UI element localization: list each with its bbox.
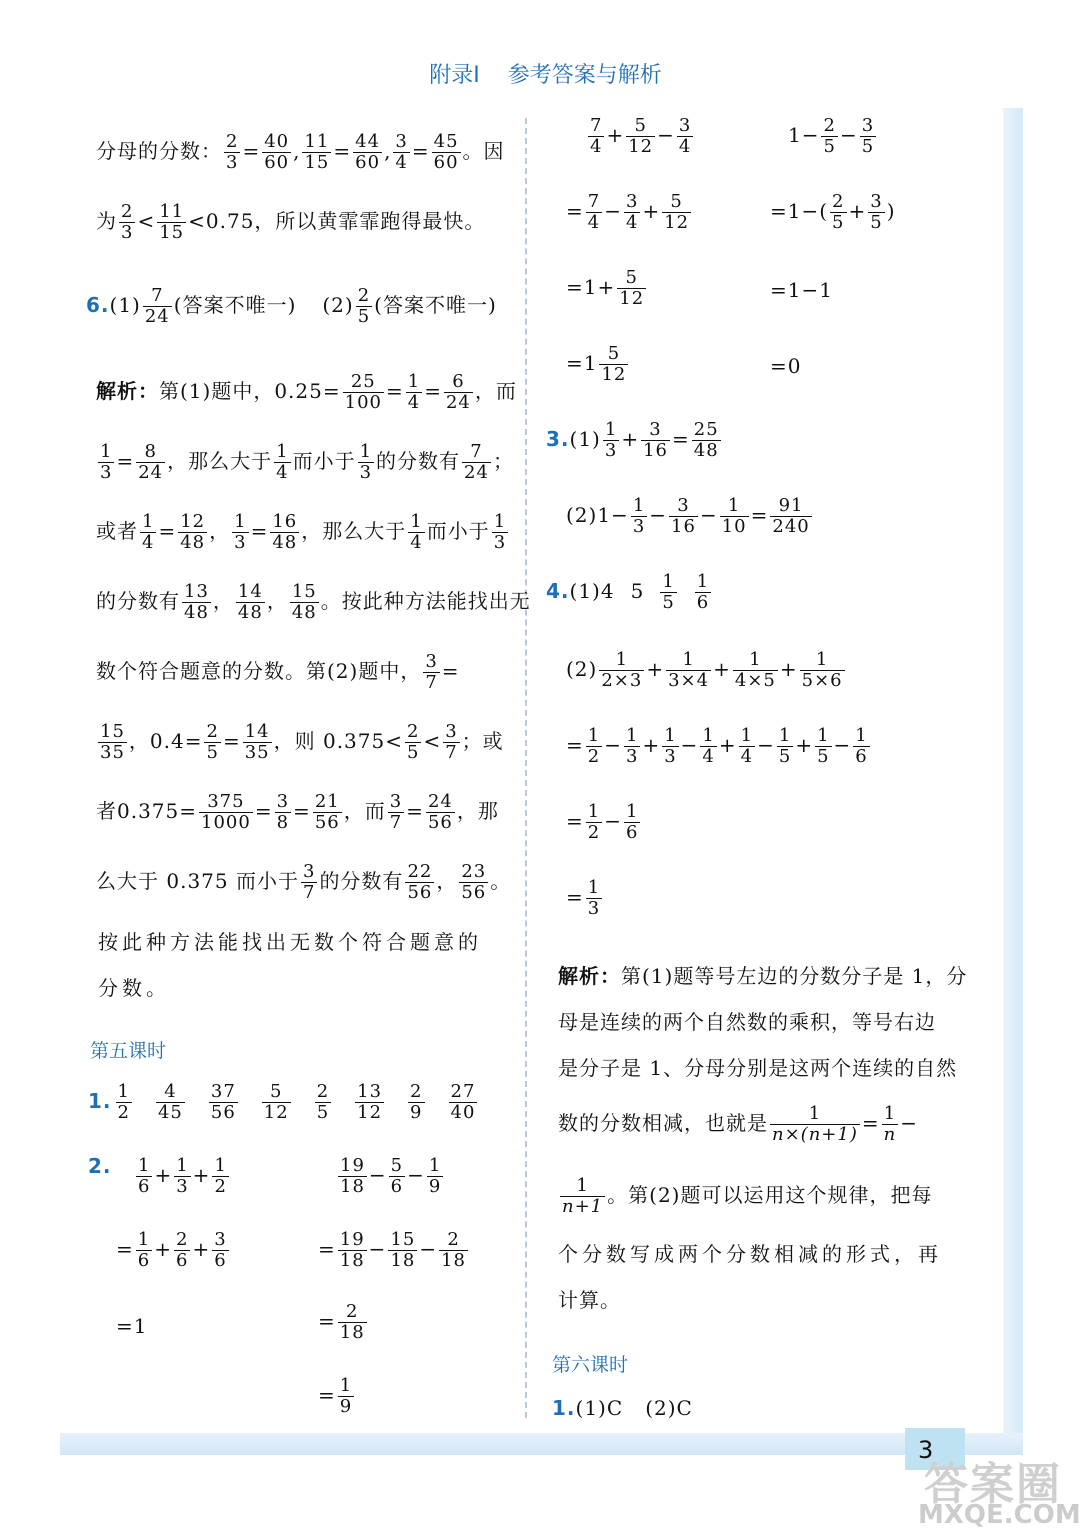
analysis-right-line-1: 解析：第(1)题等号左边的分数分子是 1，分 bbox=[558, 964, 968, 988]
fraction: $\frac{3}{4}$ bbox=[625, 191, 639, 233]
fraction: $\frac{1}{4}$ bbox=[702, 725, 715, 767]
q2-col2-row2: = $\frac{19}{18}$ − $\frac{15}{18}$ − $\frac{2}{18}$ bbox=[318, 1229, 467, 1271]
q2-col1-row1: $\frac{1}{6}$ + $\frac{1}{3}$ + $\frac{1}{2}$ bbox=[138, 1155, 227, 1197]
fraction: $\frac{1}{4}$ bbox=[142, 511, 155, 553]
fraction: $\frac{3}{7}$ bbox=[445, 721, 458, 763]
operator: + bbox=[718, 732, 737, 757]
fraction: $\frac{7}{24}$ bbox=[144, 285, 170, 327]
fraction: $\frac{1}{n\times(n+1)}$ bbox=[772, 1103, 858, 1145]
fraction: $\frac{1}{4\times 5}$ bbox=[734, 649, 776, 691]
analysis-right-line-7: 计算。 bbox=[558, 1288, 621, 1312]
fraction: $\frac{3}{4}$ bbox=[678, 115, 692, 157]
fraction: $\frac{15}{35}$ bbox=[100, 721, 125, 763]
question-number: 4. bbox=[546, 578, 570, 603]
fraction: $\frac{2}{5}$ bbox=[823, 115, 836, 157]
operator: − bbox=[757, 732, 775, 757]
fraction: $\frac{5}{12}$ bbox=[601, 343, 627, 385]
fraction: $\frac{15}{48}$ bbox=[291, 581, 317, 623]
fraction: $\frac{1}{6}$ bbox=[137, 1229, 151, 1271]
fraction: $\frac{1}{3}$ bbox=[493, 511, 507, 553]
fraction: $\frac{1}{3}$ bbox=[176, 1155, 189, 1197]
fraction: $\frac{8}{24}$ bbox=[138, 441, 164, 483]
fraction: $\frac{3}{4}$ bbox=[395, 131, 408, 173]
right-c1-row1: $\frac{7}{4}$ + $\frac{5}{12}$ − $\frac{3}{4}$ bbox=[590, 115, 692, 157]
analysis-right-line-5: $\frac{1}{n+1}$ 。第(2)题可以运用这个规律，把每 bbox=[562, 1175, 933, 1217]
right-c1-row4: =1 $\frac{5}{12}$ bbox=[566, 343, 627, 385]
q1-fraction: $\frac{5}{12}$ bbox=[263, 1081, 289, 1123]
analysis-line-10: 分数。 bbox=[98, 976, 170, 1000]
fraction: $\frac{1}{6}$ bbox=[625, 801, 639, 843]
analysis-line-4: 的分数有 $\frac{13}{48}$ ， $\frac{14}{48}$ ， $\frac{15}{48}$ 。按此种方法能找出无 bbox=[96, 581, 531, 623]
analysis-line-8: 么大于 0.375 而小于 $\frac{3}{7}$ 的分数有 $\frac{22}{56}$ ， $\frac{23}{56}$ 。 bbox=[96, 861, 512, 903]
right-c2-row3: =1−1 bbox=[770, 278, 833, 302]
fraction: $\frac{12}{48}$ bbox=[180, 511, 206, 553]
fraction: $\frac{2}{3}$ bbox=[121, 201, 134, 243]
fraction: $\frac{1}{6}$ bbox=[855, 725, 868, 767]
fraction: $\frac{1}{5}$ bbox=[817, 725, 830, 767]
operator: − bbox=[680, 732, 699, 757]
analysis-line-9: 按此种方法能找出无数个符合题意的 bbox=[98, 930, 482, 954]
fraction: $\frac{3}{16}$ bbox=[643, 419, 668, 461]
question-4-part-1: 4.(1)4 5 $\frac{1}{5}$ $\frac{1}{6}$ bbox=[546, 571, 710, 613]
fraction: $\frac{1}{6}$ bbox=[138, 1155, 151, 1197]
fraction: $\frac{19}{18}$ bbox=[339, 1229, 365, 1271]
fraction: $\frac{13}{48}$ bbox=[184, 581, 209, 623]
fraction: $\frac{3}{7}$ bbox=[389, 791, 403, 833]
q1-fraction: $\frac{4}{45}$ bbox=[157, 1081, 183, 1123]
fraction: $\frac{14}{48}$ bbox=[237, 581, 263, 623]
fraction: $\frac{25}{100}$ bbox=[344, 371, 382, 413]
fraction: $\frac{1}{n+1}$ bbox=[562, 1175, 604, 1217]
fraction: $\frac{1}{3\times 4}$ bbox=[668, 649, 710, 691]
fraction: $\frac{23}{56}$ bbox=[461, 861, 487, 903]
fraction: $\frac{2}{18}$ bbox=[339, 1301, 365, 1343]
fraction: $\frac{6}{24}$ bbox=[445, 371, 471, 413]
q2-col1-row2: = $\frac{1}{6}$ + $\frac{2}{6}$ + $\frac{3}{6}$ bbox=[116, 1229, 227, 1271]
section-lesson-6: 第六课时 bbox=[552, 1354, 629, 1376]
question-4-step-3: = $\frac{1}{3}$ bbox=[566, 877, 601, 919]
right-c1-row2: = $\frac{7}{4}$ − $\frac{3}{4}$ + $\frac{5}{12}$ bbox=[566, 191, 690, 233]
fraction: $\frac{7}{24}$ bbox=[464, 441, 489, 483]
fraction: $\frac{5}{12}$ bbox=[619, 267, 645, 309]
fraction: $\frac{19}{18}$ bbox=[340, 1155, 365, 1197]
fraction: $\frac{1}{3}$ bbox=[664, 725, 677, 767]
fraction: $\frac{1}{3}$ bbox=[625, 725, 639, 767]
column-divider bbox=[525, 118, 527, 1418]
fraction: $\frac{1}{9}$ bbox=[339, 1375, 353, 1417]
fraction: $\frac{2}{5}$ bbox=[357, 285, 371, 327]
fraction: $\frac{1}{2}$ bbox=[587, 725, 601, 767]
fraction: $\frac{7}{4}$ bbox=[590, 115, 603, 157]
page-edge-band-bottom bbox=[60, 1433, 1023, 1455]
analysis-line-6: $\frac{15}{35}$ ，0.4= $\frac{2}{5}$ = $\frac{14}{35}$ ，则 0.375< $\frac{2}{5}$ < $\frac{3}{7}$ ；或 bbox=[100, 721, 504, 763]
fraction: $\frac{91}{240}$ bbox=[772, 495, 810, 537]
fraction: $\frac{2}{5}$ bbox=[206, 721, 219, 763]
fraction: $\frac{3}{8}$ bbox=[276, 791, 290, 833]
fraction: $\frac{1}{4}$ bbox=[740, 725, 754, 767]
fraction: $\frac{1}{3}$ bbox=[100, 441, 113, 483]
q1-fraction: $\frac{1}{2}$ bbox=[117, 1081, 130, 1123]
question-number: 6. bbox=[86, 292, 110, 317]
fraction: $\frac{1}{4}$ bbox=[407, 371, 421, 413]
fraction: $\frac{2}{6}$ bbox=[175, 1229, 189, 1271]
fraction: $\frac{16}{48}$ bbox=[272, 511, 298, 553]
q2-col2-row1: $\frac{19}{18}$ − $\frac{5}{6}$ − $\frac{1}{9}$ bbox=[340, 1155, 442, 1197]
analysis-label: 解析： bbox=[558, 964, 621, 988]
fraction: $\frac{7}{4}$ bbox=[587, 191, 601, 233]
fraction: $\frac{1}{3}$ bbox=[587, 877, 601, 919]
fraction: $\frac{1}{3}$ bbox=[632, 495, 646, 537]
fraction: $\frac{1}{2\times 3}$ bbox=[601, 649, 643, 691]
question-4-step-1: = $\frac{1}{2}$ − $\frac{1}{3}$ + $\frac{1}{3}$ − $\frac{1}{4}$ + $\frac{1}{4}$ − $\frac{1}{5}$ + $\frac{1}{5}$ − $\frac{1}{6}$ bbox=[566, 726, 872, 767]
fraction: $\frac{5}{6}$ bbox=[390, 1155, 404, 1197]
question-4-step-2: = $\frac{1}{2}$ − $\frac{1}{6}$ bbox=[566, 801, 639, 843]
fraction: $\frac{40}{60}$ bbox=[264, 131, 290, 173]
q1-fraction: $\frac{13}{12}$ bbox=[357, 1081, 383, 1123]
fraction: $\frac{1}{4}$ bbox=[276, 441, 289, 483]
q1-fraction: $\frac{27}{40}$ bbox=[450, 1081, 476, 1123]
operator: + bbox=[795, 732, 814, 757]
fraction: $\frac{3}{5}$ bbox=[861, 115, 875, 157]
page-edge-band-right bbox=[1003, 108, 1023, 1448]
fraction: $\frac{1}{3}$ bbox=[234, 511, 247, 553]
q4-telescoping-terms bbox=[584, 725, 872, 767]
fraction: $\frac{11}{15}$ bbox=[159, 201, 185, 243]
analysis-right-line-2: 母是连续的两个自然数的乘积，等号右边 bbox=[558, 1010, 936, 1034]
question-6: 6.(1) $\frac{7}{24}$ (答案不唯一) (2) $\frac{2}{5}$ (答案不唯一) bbox=[86, 285, 497, 327]
fraction: $\frac{3}{6}$ bbox=[214, 1229, 227, 1271]
q1-fraction: $\frac{37}{56}$ bbox=[210, 1081, 236, 1123]
fraction: $\frac{1}{n}$ bbox=[883, 1103, 897, 1145]
fraction: $\frac{1}{10}$ bbox=[721, 495, 747, 537]
right-c1-row3: =1+ $\frac{5}{12}$ bbox=[566, 267, 645, 309]
fraction: $\frac{15}{18}$ bbox=[390, 1229, 416, 1271]
fraction: $\frac{2}{3}$ bbox=[226, 131, 239, 173]
analysis-right-line-6: 个分数写成两个分数相减的形式，再 bbox=[558, 1242, 942, 1266]
q1-answer-fractions bbox=[112, 1081, 490, 1123]
question-number: 1. bbox=[88, 1088, 112, 1113]
right-c2-row4: =0 bbox=[770, 354, 802, 378]
page-number: 3 bbox=[918, 1436, 934, 1464]
fraction: $\frac{1}{3}$ bbox=[359, 441, 373, 483]
fraction: $\frac{22}{56}$ bbox=[407, 861, 433, 903]
header-title: 参考答案与解析 bbox=[507, 63, 662, 88]
fraction: $\frac{45}{60}$ bbox=[433, 131, 459, 173]
fraction: $\frac{3}{5}$ bbox=[870, 191, 883, 233]
fraction: $\frac{24}{56}$ bbox=[427, 791, 453, 833]
fraction: $\frac{375}{1000}$ bbox=[201, 791, 251, 833]
page-header bbox=[0, 58, 1091, 89]
fraction: $\frac{2}{18}$ bbox=[441, 1229, 467, 1271]
fraction: $\frac{1}{5\times 6}$ bbox=[801, 649, 843, 691]
fraction: $\frac{1}{2}$ bbox=[214, 1155, 227, 1197]
fraction: $\frac{1}{6}$ bbox=[696, 571, 710, 613]
fraction: $\frac{11}{15}$ bbox=[304, 131, 330, 173]
section-lesson-5: 第五课时 bbox=[90, 1040, 167, 1062]
analysis-right-line-3: 是分子是 1、分母分别是这两个连续的自然 bbox=[558, 1056, 958, 1080]
watermark-logo bbox=[918, 1448, 1088, 1534]
fraction: $\frac{3}{16}$ bbox=[671, 495, 696, 537]
fraction: $\frac{5}{12}$ bbox=[664, 191, 690, 233]
operator: + bbox=[642, 732, 661, 757]
fraction: $\frac{1}{5}$ bbox=[778, 725, 792, 767]
q1-fraction: $\frac{2}{5}$ bbox=[316, 1081, 330, 1123]
fraction: $\frac{2}{5}$ bbox=[832, 191, 845, 233]
fraction: $\frac{3}{7}$ bbox=[302, 861, 316, 903]
analysis-line-2: $\frac{1}{3}$ = $\frac{8}{24}$ ，那么大于 $\frac{1}{4}$ 而小于 $\frac{1}{3}$ 的分数有 $\frac{7}{24}$ ； bbox=[100, 441, 514, 483]
fraction: $\frac{1}{2}$ bbox=[587, 801, 601, 843]
q2-col2-row3: = $\frac{2}{18}$ bbox=[318, 1301, 365, 1343]
question-4-part-2: (2) $\frac{1}{2\times 3}$ + $\frac{1}{3\times 4}$ + $\frac{1}{4\times 5}$ + $\frac{1}{5\times 6}$ bbox=[566, 649, 843, 691]
analysis-label: 解析： bbox=[96, 378, 159, 403]
left-line-2: 为 $\frac{2}{3}$ < $\frac{11}{15}$ <0.75，所以黄霏霏跑得最快。 bbox=[96, 201, 486, 243]
fraction: $\frac{2}{5}$ bbox=[406, 721, 420, 763]
analysis-line-7: 者0.375= $\frac{375}{1000}$ = $\frac{3}{8}$ = $\frac{21}{56}$ ，而 $\frac{3}{7}$ = $\frac{24}{56}$ ，那 bbox=[96, 791, 499, 833]
analysis-line-3: 或者 $\frac{1}{4}$ = $\frac{12}{48}$ ， $\frac{1}{3}$ = $\frac{16}{48}$ ，那么大于 $\frac{1}{4}$ 而小于 $\frac{1}{3}$ bbox=[96, 511, 507, 553]
analysis-line-5: 数个符合题意的分数。第(2)题中， $\frac{3}{7}$ = bbox=[96, 651, 460, 693]
lesson6-question-1: 1.(1)C (2)C bbox=[552, 1396, 693, 1420]
analysis-line-1: 解析：第(1)题中，0.25= $\frac{25}{100}$ = $\frac{1}{4}$ = $\frac{6}{24}$ ，而 bbox=[96, 371, 517, 413]
fraction: $\frac{1}{9}$ bbox=[428, 1155, 442, 1197]
operator: − bbox=[604, 732, 622, 757]
fraction: $\frac{25}{48}$ bbox=[693, 419, 719, 461]
question-3-part-2: (2)1− $\frac{1}{3}$ − $\frac{3}{16}$ − $\frac{1}{10}$ = $\frac{91}{240}$ bbox=[566, 495, 810, 537]
question-3-part-1: 3.(1) $\frac{1}{3}$ + $\frac{3}{16}$ = $\frac{25}{48}$ bbox=[546, 419, 719, 461]
watermark-top: 答案圈 bbox=[924, 1459, 1062, 1510]
question-number: 1. bbox=[552, 1396, 576, 1420]
lesson5-question-1 bbox=[88, 1082, 489, 1123]
question-number: 2. bbox=[88, 1154, 112, 1178]
q1-fraction: $\frac{2}{9}$ bbox=[410, 1081, 423, 1123]
analysis-right-line-4: 数的分数相减，也就是 $\frac{1}{n\times(n+1)}$ = $\frac{1}{n}$ − bbox=[558, 1103, 918, 1145]
fraction: $\frac{1}{5}$ bbox=[662, 571, 675, 613]
header-appendix: 附录Ⅰ bbox=[429, 63, 480, 88]
fraction: $\frac{1}{4}$ bbox=[410, 511, 423, 553]
right-c2-row2: =1−( $\frac{2}{5}$ + $\frac{3}{5}$ ) bbox=[770, 191, 896, 233]
fraction: $\frac{5}{12}$ bbox=[628, 115, 654, 157]
q2-col1-row3: =1 bbox=[116, 1314, 148, 1338]
fraction: $\frac{3}{7}$ bbox=[425, 651, 438, 693]
fraction: $\frac{44}{60}$ bbox=[355, 131, 381, 173]
right-c2-row1: 1− $\frac{2}{5}$ − $\frac{3}{5}$ bbox=[788, 115, 875, 157]
lesson5-question-2 bbox=[88, 1156, 112, 1176]
left-line-1: 分母的分数： $\frac{2}{3}$ = $\frac{40}{60}$ , $\frac{11}{15}$ = $\frac{44}{60}$ , $\frac{3}{4}$ = $\frac{45}{60}$ 。因 bbox=[96, 131, 505, 173]
fraction: $\frac{1}{3}$ bbox=[604, 419, 618, 461]
watermark-bottom: MXQE.COM bbox=[918, 1500, 1081, 1530]
fraction: $\frac{21}{56}$ bbox=[314, 791, 340, 833]
q2-col2-row4: = $\frac{1}{9}$ bbox=[318, 1375, 353, 1417]
fraction: $\frac{14}{35}$ bbox=[244, 721, 270, 763]
operator: − bbox=[833, 732, 852, 757]
question-number: 3. bbox=[546, 426, 570, 451]
